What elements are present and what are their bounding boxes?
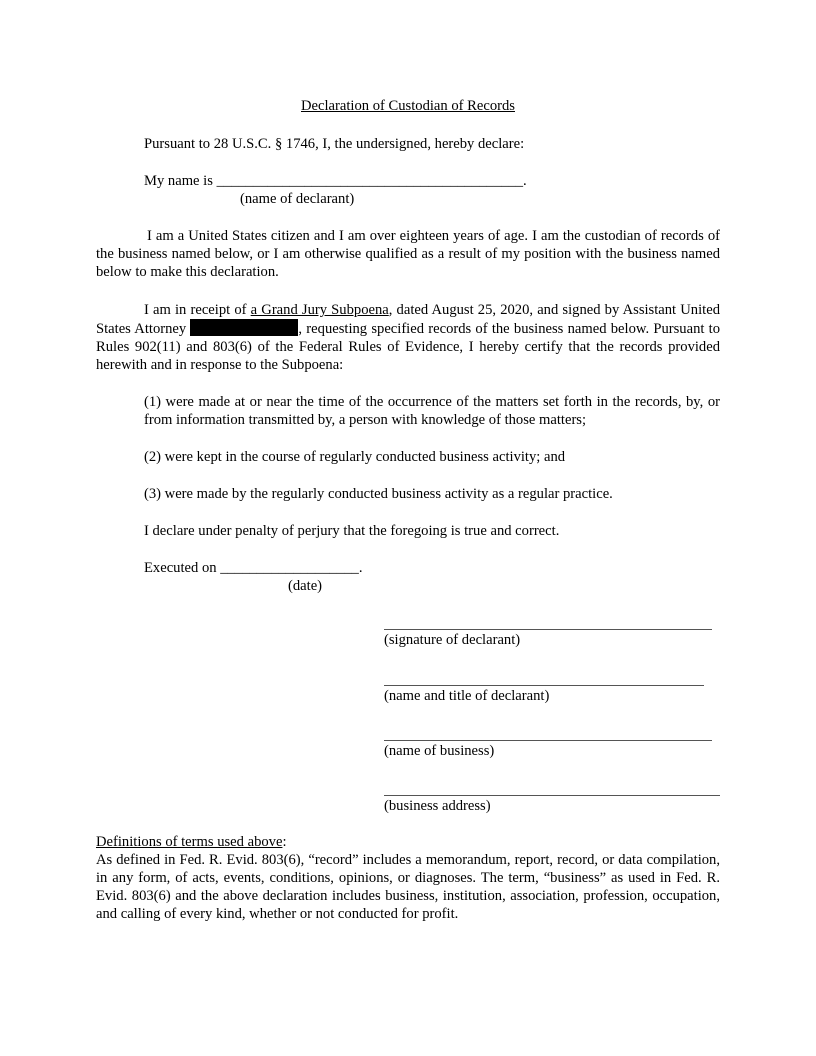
definitions-heading-colon: : bbox=[282, 834, 287, 850]
definitions-heading bbox=[96, 833, 287, 851]
business-address-caption: (business address) bbox=[384, 798, 491, 814]
executed-prefix: Executed on bbox=[144, 560, 221, 576]
redaction-block bbox=[190, 319, 298, 336]
signature-caption: (signature of declarant) bbox=[384, 632, 521, 648]
name-prefix: My name is bbox=[144, 173, 217, 189]
definitions-body: As defined in Fed. R. Evid. 803(6), “record” includes a memorandum, report, record, or data compilation, in any form, of acts, events, conditions, opinions, or diagnoses. The term, “business” as used in Fed. R. Evid. 803(6) and the above declaration includes business, institution, association, profession, occupation, and calling of every kind, whether or not conducted for profit. bbox=[96, 852, 720, 922]
signature-line[interactable] bbox=[384, 629, 712, 630]
date-blank[interactable]: ___________________ bbox=[220, 560, 359, 576]
business-address-line[interactable] bbox=[384, 795, 720, 796]
subpoena-text-1: I am in receipt of bbox=[144, 302, 251, 318]
subpoena-text-3: , requesting specified records of the business named below. Pursuant to Rules 902(11) and 803(6) of the Federal Rules of Evidence, I hereby certify that the records provided herewith and in response to the Subpoena: bbox=[96, 321, 721, 373]
definitions-heading-text: Definitions of terms used above bbox=[96, 834, 283, 850]
intro-statement: Pursuant to 28 U.S.C. § 1746, I, the undersigned, hereby declare: bbox=[144, 136, 525, 152]
date-caption: (date) bbox=[288, 578, 323, 594]
subpoena-link: a Grand Jury Subpoena bbox=[250, 302, 389, 318]
executed-suffix: . bbox=[358, 560, 363, 576]
name-title-line[interactable] bbox=[384, 685, 704, 686]
declarant-name-blank[interactable]: __________________________________________ bbox=[216, 173, 524, 189]
name-caption: (name of declarant) bbox=[240, 191, 355, 207]
business-name-caption: (name of business) bbox=[384, 743, 495, 759]
certification-item-3: (3) were made by the regularly conducted business activity as a regular practice. bbox=[144, 486, 613, 502]
qualification-paragraph: I am a United States citizen and I am over eighteen years of age. I am the custodian of records of the business named below, or I am otherwise qualified as a result of my position with the business named below to make this declaration. bbox=[96, 228, 720, 280]
executed-line bbox=[144, 559, 362, 577]
certification-item-1: (1) were made at or near the time of the occurrence of the matters set forth in the records, by, or from information transmitted by, a person with knowledge of those matters; bbox=[144, 394, 720, 428]
name-line bbox=[144, 172, 527, 190]
page-title: Declaration of Custodian of Records bbox=[301, 98, 515, 114]
subpoena-paragraph bbox=[96, 301, 720, 374]
certification-item-2: (2) were kept in the course of regularly conducted business activity; and bbox=[144, 449, 566, 465]
business-name-line[interactable] bbox=[384, 740, 712, 741]
subpoena-text-2: , dated August 25, 2020, and signed by Assistant United States Attorney bbox=[96, 302, 720, 337]
name-suffix: . bbox=[523, 173, 527, 189]
name-title-caption: (name and title of declarant) bbox=[384, 688, 550, 704]
penalty-statement: I declare under penalty of perjury that the foregoing is true and correct. bbox=[144, 523, 560, 539]
